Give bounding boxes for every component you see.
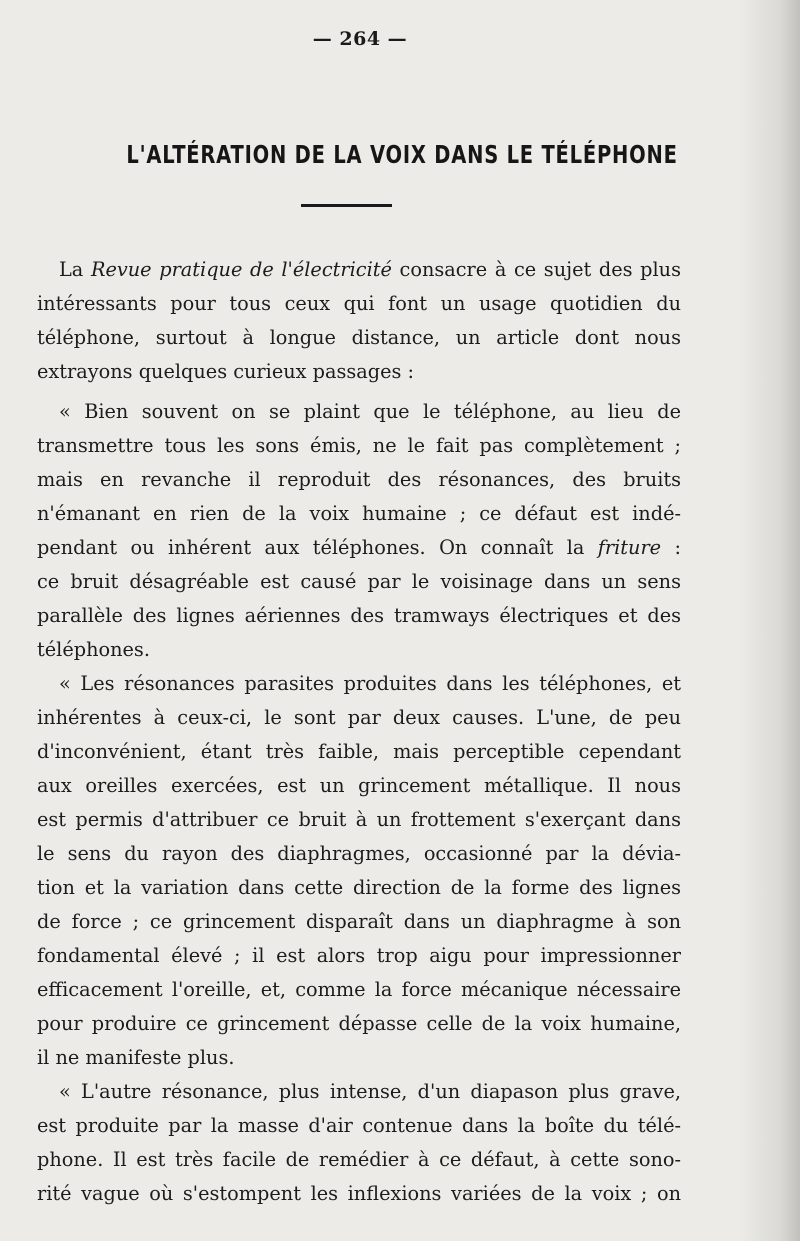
text-line — [37, 253, 681, 287]
intro-after: consacre à ce sujet des plus — [391, 258, 681, 281]
text-line: « Les résonances parasites produites dans les téléphones, et — [59, 672, 681, 695]
text-line: d'inconvénient, étant très faible, mais perceptible cependant — [37, 740, 681, 763]
page-number: — 264 — — [312, 28, 408, 50]
article-body — [37, 253, 681, 1211]
text-line: inhérentes à ceux-ci, le sont par deux causes. L'une, de peu — [37, 706, 681, 729]
text-line: intéressants pour tous ceux qui font un usage quotidien du — [37, 292, 681, 315]
text-line: fondamental élevé ; il est alors trop aigu pour impressionner — [37, 944, 681, 967]
text-line: ce bruit désagréable est causé par le voisinage dans un sens — [37, 570, 681, 593]
text-line: phone. Il est très facile de remédier à ce défaut, à cette sono- — [37, 1148, 681, 1171]
text-line: il ne manifeste plus. — [37, 1046, 235, 1069]
text-line: tion et la variation dans cette direction de la forme des lignes — [37, 876, 681, 899]
text-line: « L'autre résonance, plus intense, d'un diapason plus grave, — [59, 1080, 681, 1103]
text-line: mais en revanche il reproduit des résonances, des bruits — [37, 468, 681, 491]
text-line: parallèle des lignes aériennes des tramways électriques et des — [37, 604, 681, 627]
title-rule — [301, 204, 392, 207]
intro-lead: La — [59, 258, 91, 281]
text-line: aux oreilles exercées, est un grincement métallique. Il nous — [37, 774, 681, 797]
text-line: rité vague où s'estompent les inflexions variées de la voix ; on — [37, 1182, 681, 1205]
text-line: de force ; ce grincement disparaît dans un diaphragme à son — [37, 910, 681, 933]
text-line: efficacement l'oreille, et, comme la force mécanique nécessaire — [37, 978, 681, 1001]
text-line: est produite par la masse d'air contenue dans la boîte du télé- — [37, 1114, 681, 1137]
text-line: pendant ou inhérent aux téléphones. On connaît la friture : — [37, 536, 681, 559]
text-line: extrayons quelques curieux passages : — [37, 360, 415, 383]
text-line: « Bien souvent on se plaint que le téléphone, au lieu de — [59, 400, 681, 423]
text-line: téléphones. — [37, 638, 150, 661]
intro-paragraph — [37, 253, 681, 389]
text-line: pour produire ce grincement dépasse celle de la voix humaine, — [37, 1012, 681, 1035]
text-line: le sens du rayon des diaphragmes, occasionné par la dévia- — [37, 842, 681, 865]
quote-paragraph-3 — [37, 1075, 681, 1211]
text-line: n'émanant en rien de la voix humaine ; ce défaut est indé- — [37, 502, 681, 525]
text-line: téléphone, surtout à longue distance, un article dont nous — [37, 326, 681, 349]
friture-word: friture — [597, 536, 662, 559]
journal-title: Revue pratique de l'électricité — [90, 258, 392, 281]
text-line: transmettre tous les sons émis, ne le fait pas complètement ; — [37, 434, 681, 457]
quote-paragraph-2 — [37, 667, 681, 1075]
quote-paragraph-1 — [37, 395, 681, 667]
text-line: est permis d'attribuer ce bruit à un frottement s'exerçant dans — [37, 808, 681, 831]
article-title: L'ALTÉRATION DE LA VOIX DANS LE TÉLÉPHONE — [126, 140, 678, 169]
